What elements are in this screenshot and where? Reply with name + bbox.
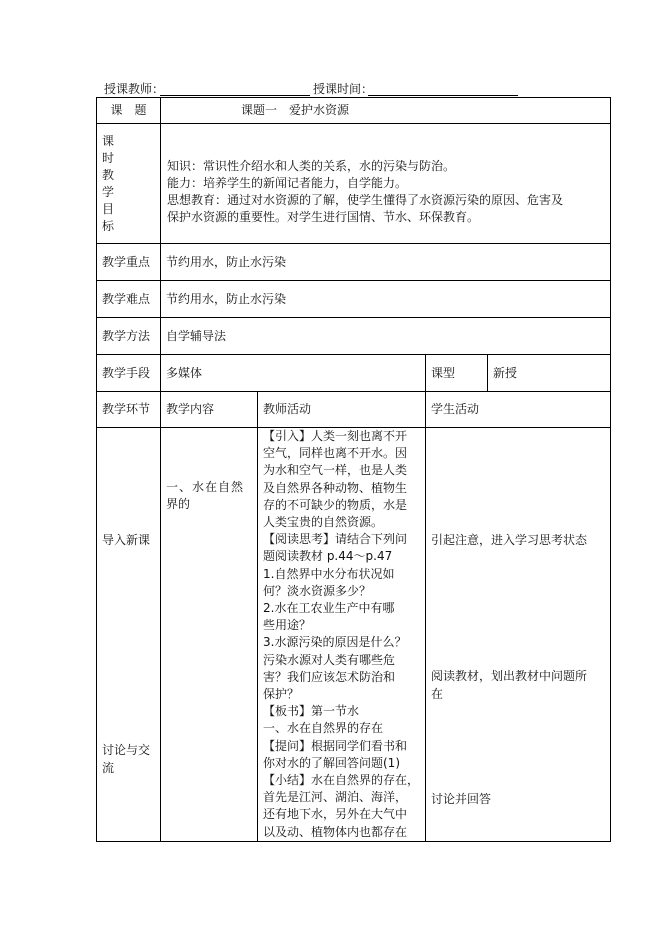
stage-cell [97, 428, 161, 842]
objective-moral-2: 保护水资源的重要性。对学生进行国情、节水、环保教育。 [167, 209, 480, 224]
topic-value: 课题一 爱护水资源 [161, 98, 611, 124]
key-points-label: 教学重点 [97, 244, 161, 281]
teacher-line: 2.水在工农业生产中有哪 [263, 601, 395, 616]
time-underline [368, 95, 518, 96]
teacher-line: 人类宝贵的自然资源。 [263, 515, 384, 530]
lesson-plan-table [96, 97, 611, 842]
teacher-line: 【小结】水在自然界的存在， [263, 773, 420, 788]
teacher-line: 题阅读教材 p.44～p.47 [263, 549, 393, 564]
teacher-line: 【提问】根据同学们看书和 [263, 738, 408, 753]
student-activity-cell [426, 428, 611, 842]
means-label: 教学手段 [97, 355, 161, 392]
difficulties-label: 教学难点 [97, 281, 161, 318]
stage-discussion: 讨论与交流 [102, 743, 151, 775]
teacher-line: 何？淡水资源多少？ [263, 583, 372, 598]
content-line-1: 一、水在自然 [166, 480, 245, 494]
student-activity-2a: 阅读教材，划出教材中问题所 [431, 669, 588, 683]
objectives-text [161, 124, 611, 244]
teacher-line: 你对水的了解回答问题(1) [263, 755, 400, 770]
content-cell [161, 428, 258, 842]
teacher-line: 1.自然界中水分布状况如 [263, 566, 395, 581]
lesson-type-value: 新授 [488, 355, 611, 392]
teacher-line: 及自然界各种动物、植物生 [263, 480, 408, 495]
teacher-line: 首先是江河、湖泊、海洋， [263, 790, 408, 805]
student-activity-2b: 在 [431, 687, 444, 701]
student-activity-1: 引起注意，进入学习思考状态 [431, 533, 588, 547]
student-column-header: 学生活动 [426, 392, 611, 428]
key-points-row [97, 244, 611, 281]
stage-column-header: 教学环节 [97, 392, 161, 428]
student-activity-3: 讨论并回答 [431, 792, 492, 806]
content-line-2: 界的 [166, 497, 191, 511]
teacher-line: 【板书】第一节水 [263, 704, 360, 719]
lesson-type-label: 课型 [426, 355, 488, 392]
teacher-line: 保护？ [263, 687, 300, 702]
objective-moral-1: 思想教育：通过对水资源的了解，使学生懂得了水资源污染的原因、危害及 [167, 192, 564, 207]
teacher-line: 为水和空气一样，也是人类 [263, 463, 408, 478]
objectives-label: 课 时 教 学 目 标 [97, 124, 161, 244]
content-column-header: 教学内容 [161, 392, 258, 428]
method-label: 教学方法 [97, 318, 161, 355]
teacher-label: 授课教师： [104, 82, 165, 96]
teacher-activity-cell [258, 428, 426, 842]
topic-label: 课 题 [97, 98, 161, 124]
teacher-line: 【阅读思考】请结合下列问 [263, 532, 408, 547]
teacher-line: 3.水源污染的原因是什么？ [263, 635, 407, 650]
teacher-underline [160, 95, 310, 96]
column-header-row [97, 392, 611, 428]
key-points-value: 节约用水，防止水污染 [161, 244, 611, 281]
means-value: 多媒体 [161, 355, 426, 392]
topic-row [97, 98, 611, 124]
method-value: 自学辅导法 [161, 318, 611, 355]
difficulties-value: 节约用水，防止水污染 [161, 281, 611, 318]
objectives-row [97, 124, 611, 244]
objective-ability: 能力：培养学生的新闻记者能力，自学能力。 [167, 175, 408, 190]
teacher-line: 些用途？ [263, 618, 312, 633]
teacher-line: 还有地下水，另外在大气中 [263, 807, 408, 822]
teacher-line: 存的不可缺少的物质，水是 [263, 497, 408, 512]
time-label: 授课时间： [313, 82, 374, 96]
teacher-line: 【引入】人类一刻也离不开 [263, 429, 408, 443]
teacher-column-header: 教师活动 [258, 392, 426, 428]
teacher-line: 以及动、植物体内也都存在 [263, 824, 408, 839]
body-row [97, 428, 611, 842]
teacher-line: 一、水在自然界的存在 [263, 721, 384, 736]
means-row [97, 355, 611, 392]
difficulties-row [97, 281, 611, 318]
method-row [97, 318, 611, 355]
teacher-line: 害？我们应该怎术防治和 [263, 669, 396, 684]
teacher-line: 污染水源对人类有哪些危 [263, 652, 396, 667]
objective-knowledge: 知识：常识性介绍水和人类的关系，水的污染与防治。 [167, 158, 456, 173]
stage-intro: 导入新课 [102, 533, 151, 547]
teacher-line: 空气，同样也离不开水。因 [263, 446, 408, 461]
